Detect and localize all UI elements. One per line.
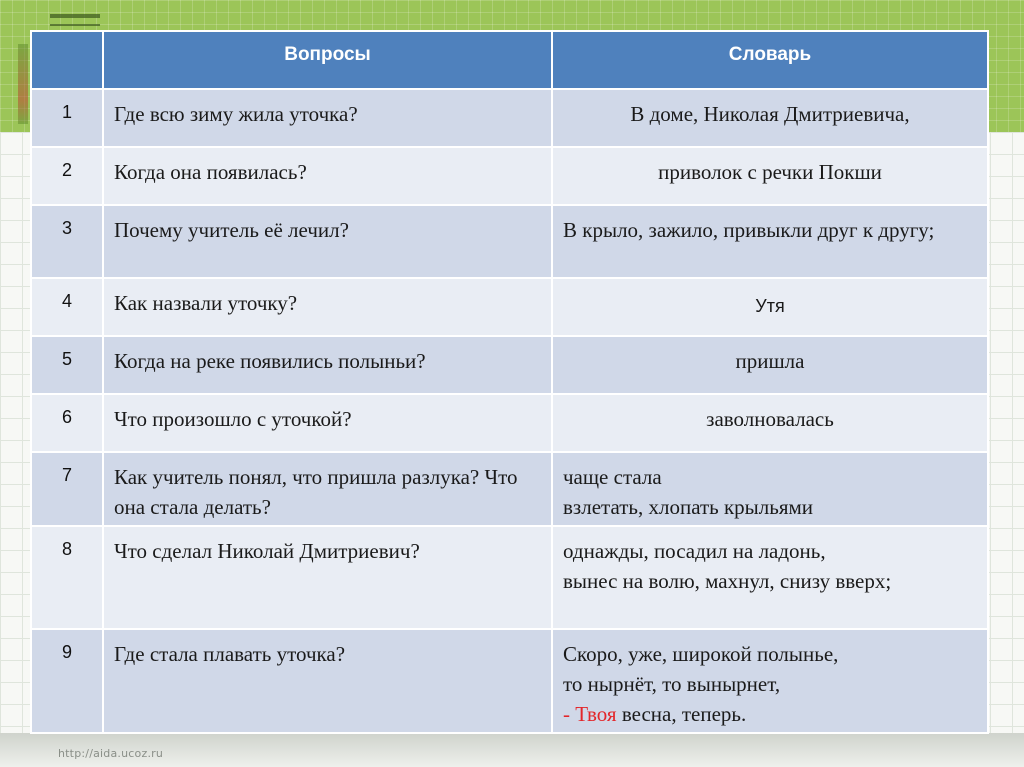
question-cell: Когда на реке появились полыньи?: [103, 336, 552, 394]
answer-line: взлетать, хлопать крыльями: [563, 495, 814, 519]
table-row: [31, 205, 988, 278]
table-header-row: [31, 31, 988, 89]
question-cell: Как назвали уточку?: [103, 278, 552, 336]
footer-url: http://aida.ucoz.ru: [58, 747, 164, 760]
answer-cell: Утя: [552, 278, 988, 336]
answer-line: то нырнёт, то вынырнет,: [563, 672, 781, 696]
answer-cell: приволок с речки Покши: [552, 147, 988, 205]
question-cell: Почему учитель её лечил?: [103, 205, 552, 278]
row-number: 8: [31, 526, 103, 629]
question-cell: Что сделал Николай Дмитриевич?: [103, 526, 552, 629]
header-number: [31, 31, 103, 89]
answer-cell: В крыло, зажило, привыкли друг к другу;: [552, 205, 988, 278]
row-number: 1: [31, 89, 103, 147]
question-cell: Где стала плавать уточка?: [103, 629, 552, 733]
question-cell: Что произошло с уточкой?: [103, 394, 552, 452]
table-row: [31, 278, 988, 336]
highlighted-text: - Твоя: [563, 702, 617, 726]
answer-cell: пришла: [552, 336, 988, 394]
row-number: 9: [31, 629, 103, 733]
row-number: 3: [31, 205, 103, 278]
question-cell: Как учитель понял, что пришла разлука? Что она стала делать?: [103, 452, 552, 526]
answer-line: чаще стала: [563, 465, 662, 489]
header-dictionary: Словарь: [552, 31, 988, 89]
answer-line: вынес на волю, махнул, снизу вверх;: [563, 569, 892, 593]
table-row: [31, 452, 988, 526]
header-questions: Вопросы: [103, 31, 552, 89]
row-number: 4: [31, 278, 103, 336]
answer-line: однажды, посадил на ладонь,: [563, 539, 826, 563]
answer-line: [563, 699, 977, 729]
answer-cell: заволновалась: [552, 394, 988, 452]
table-row: [31, 394, 988, 452]
answer-cell: [552, 526, 988, 629]
answer-cell: [552, 452, 988, 526]
table-row: [31, 147, 988, 205]
row-number: 7: [31, 452, 103, 526]
answer-cell: В доме, Николая Дмитриевича,: [552, 89, 988, 147]
answer-line: Скоро, уже, широкой полынье,: [563, 642, 839, 666]
question-cell: Когда она появилась?: [103, 147, 552, 205]
question-cell: Где всю зиму жила уточка?: [103, 89, 552, 147]
questions-table: [30, 30, 989, 734]
answer-text: весна, теперь.: [616, 702, 747, 726]
row-number: 6: [31, 394, 103, 452]
table-row: [31, 526, 988, 629]
row-number: 2: [31, 147, 103, 205]
questions-table-container: [30, 30, 987, 732]
table-row: [31, 89, 988, 147]
decorative-side-strip: [18, 44, 28, 124]
answer-cell: [552, 629, 988, 733]
table-row: [31, 629, 988, 733]
decorative-mark-icon: [50, 14, 100, 26]
table-row: [31, 336, 988, 394]
row-number: 5: [31, 336, 103, 394]
